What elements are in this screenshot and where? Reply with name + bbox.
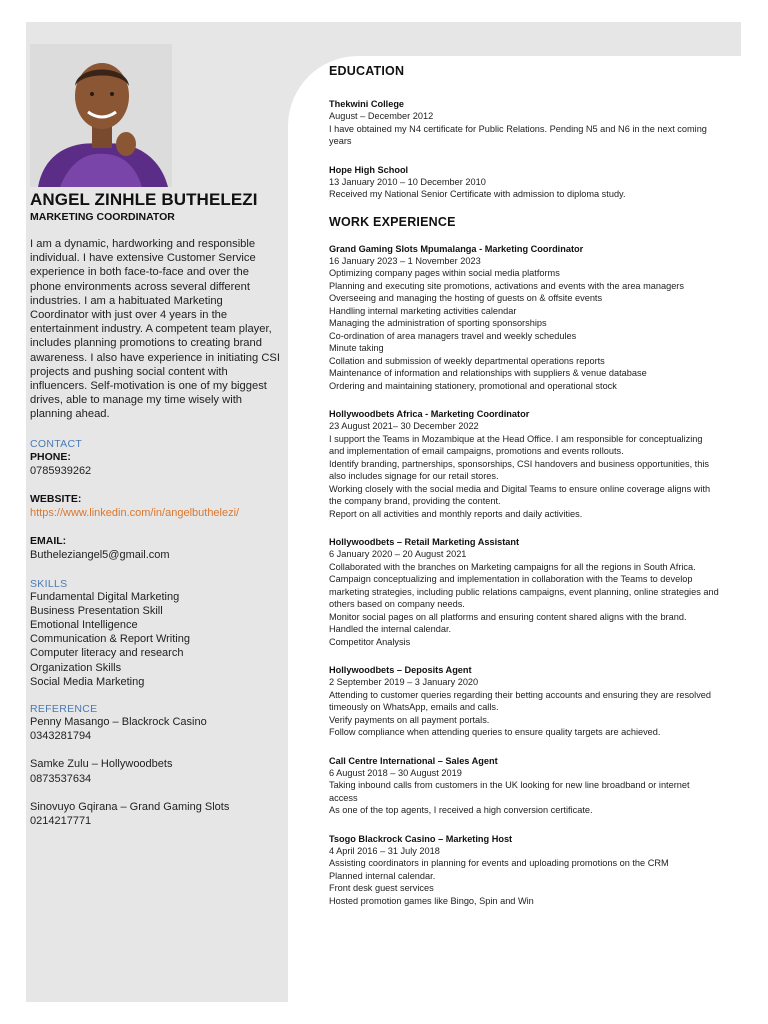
entry-title: Tsogo Blackrock Casino – Marketing Host [329, 833, 513, 844]
top-strip-edge [741, 22, 768, 56]
experience-entry [329, 664, 719, 739]
person-title: MARKETING COORDINATOR [30, 211, 175, 223]
profile-photo [30, 44, 172, 187]
reference-name: Samke Zulu – Hollywoodbets [30, 758, 173, 771]
entry-detail: Planning and executing site promotions, activations and events with the area managers [329, 280, 684, 291]
main-content [329, 64, 719, 907]
entry-detail: Collation and submission of weekly departmental operations reports [329, 355, 605, 366]
website-link[interactable]: https://www.linkedin.com/in/angelbuthelezi/ [30, 506, 240, 519]
skills-list [30, 590, 282, 689]
entry-detail: Minute taking [329, 343, 384, 353]
entry-title: Thekwini College [329, 99, 405, 109]
reference-name: Sinovuyo Gqirana – Grand Gaming Slots [30, 800, 230, 813]
entry-detail: Maintenance of information and relationships with suppliers & venue database [329, 368, 647, 378]
entry-detail: Planned internal calendar. [329, 870, 436, 881]
entry-date: 23 August 2021– 30 December 2022 [329, 421, 479, 431]
experience-entry [329, 243, 719, 393]
reference-heading: REFERENCE [30, 703, 98, 716]
skill-item: Business Presentation Skill [30, 604, 163, 617]
experience-entry [329, 164, 719, 201]
entry-date: 2 September 2019 – 3 January 2020 [329, 677, 479, 687]
entry-title: Hollywoodbets Africa - Marketing Coordinator [329, 409, 530, 419]
entry-detail: Received my National Senior Certificate with admission to diploma study. [329, 189, 626, 199]
entry-detail: Overseeing and managing the hosting of guests on & offsite events [329, 293, 603, 303]
experience-entry [329, 98, 719, 148]
person-name: ANGEL ZINHLE BUTHELEZI [30, 190, 258, 209]
experience-entry [329, 408, 719, 520]
education-heading: EDUCATION [329, 64, 405, 78]
entry-detail: Report on all activities and monthly reports and daily activities. [329, 508, 583, 519]
experience-entry [329, 833, 719, 908]
reference-phone: 0214217771 [30, 815, 92, 828]
experience-entry [329, 536, 719, 648]
reference-name: Penny Masango – Blackrock Casino [30, 716, 207, 729]
entry-detail: Handling internal marketing activities calendar [329, 305, 517, 316]
entry-date: 16 January 2023 – 1 November 2023 [329, 255, 481, 266]
entry-title: Grand Gaming Slots Mpumalanga - Marketing Coordinator [329, 243, 584, 254]
entry-detail: Identify branding, partnerships, sponsorships, CSI handovers and business opportunities, this also includes signage for our retail stores. [329, 458, 709, 481]
entry-date: 4 April 2016 – 31 July 2018 [329, 845, 440, 856]
entry-detail: Assisting coordinators in planning for events and uploading promotions on the CRM [329, 858, 669, 868]
experience-entry [329, 755, 719, 817]
entry-title: Hollywoodbets – Retail Marketing Assistant [329, 537, 520, 547]
entry-title: Hope High School [329, 164, 409, 175]
email-value[interactable]: Butheleziangel5@gmail.com [30, 548, 170, 561]
skill-item: Social Media Marketing [30, 675, 145, 688]
entry-detail: Follow compliance when attending queries to ensure quality targets are achieved. [329, 727, 661, 737]
top-strip [288, 22, 741, 56]
entry-detail: Working closely with the social media and Digital Teams to ensure online coverage aligns with the company brand, providing the content. [329, 483, 711, 506]
entry-detail: As one of the top agents, I received a high conversion certificate. [329, 805, 593, 815]
entry-date: 6 August 2018 – 30 August 2019 [329, 767, 462, 778]
work-heading: WORK EXPERIENCE [329, 214, 456, 229]
skill-item: Fundamental Digital Marketing [30, 590, 180, 603]
skill-item: Emotional Intelligence [30, 619, 138, 632]
reference-phone: 0873537634 [30, 772, 92, 785]
entry-date: 13 January 2010 – 10 December 2010 [329, 176, 486, 187]
entry-title: Hollywoodbets – Deposits Agent [329, 665, 472, 675]
entry-date: August – December 2012 [329, 111, 434, 121]
reference-phone: 0343281794 [30, 730, 92, 743]
entry-date: 6 January 2020 – 20 August 2021 [329, 549, 467, 559]
entry-detail: Attending to customer queries regarding their betting accounts and ensuring they are resolved timeously on WhatsApp, emails and calls. [329, 689, 712, 712]
skill-item: Computer literacy and research [30, 647, 184, 660]
entry-detail: Hosted promotion games like Bingo, Spin and Win [329, 895, 534, 906]
skills-heading: SKILLS [30, 577, 68, 590]
phone-value: 0785939262 [30, 464, 92, 477]
website-label: WEBSITE: [30, 492, 82, 505]
phone-label: PHONE: [30, 450, 71, 463]
skill-item: Organization Skills [30, 661, 122, 674]
about-text: I am a dynamic, hardworking and responsible individual. I have extensive Customer Service experience in both face-to-face and over the phone environments across several different industries. I am a habituated Marketing Coordinator with just over 4 years in the entertainment industry. A competent team player, includes planning promotions to creating brand awareness. I also have experience in initiating CSI projects and pushing social content with influencers. Self-motivation is one of my biggest drives, able to manage my time wisely with planning ahead. [30, 238, 280, 421]
entry-detail: Competitor Analysis [329, 636, 411, 647]
sidebar [30, 190, 282, 828]
entry-title: Call Centre International – Sales Agent [329, 755, 498, 766]
entry-detail: Managing the administration of sporting sponsorships [329, 318, 547, 328]
entry-detail: Verify payments on all payment portals. [329, 714, 490, 725]
work-list [329, 243, 719, 908]
portrait-image [30, 44, 172, 187]
entry-detail: Collaborated with the branches on Marketing campaigns for all the regions in South Africa. Campaign conceptualizing and implementation in collaboration with the Teams to develop marketing strategies, including public relations campaigns, event planning, online strategies and others based on company needs. [329, 561, 719, 609]
entry-detail: I support the Teams in Mozambique at the Head Office. I am responsible for conceptualizing and implementation of email campaigns, promotions and events rollouts. [329, 433, 703, 456]
entry-detail: I have obtained my N4 certificate for Public Relations. Pending N5 and N6 in the next coming years [329, 123, 707, 146]
entry-detail: Optimizing company pages within social media platforms [329, 268, 560, 278]
contact-heading: CONTACT [30, 437, 83, 450]
entry-detail: Front desk guest services [329, 883, 434, 893]
email-label: EMAIL: [30, 534, 67, 547]
entry-detail: Handled the internal calendar. [329, 624, 452, 634]
education-list [329, 98, 719, 201]
entry-detail: Taking inbound calls from customers in the UK looking for new line broadband or internet access [329, 780, 690, 803]
entry-detail: Monitor social pages on all platforms and ensuring content shared aligns with the brand. [329, 611, 687, 622]
skill-item: Communication & Report Writing [30, 633, 190, 646]
entry-detail: Ordering and maintaining stationery, promotional and operational stock [329, 380, 617, 391]
entry-detail: Co-ordination of area managers travel and weekly schedules [329, 330, 577, 341]
